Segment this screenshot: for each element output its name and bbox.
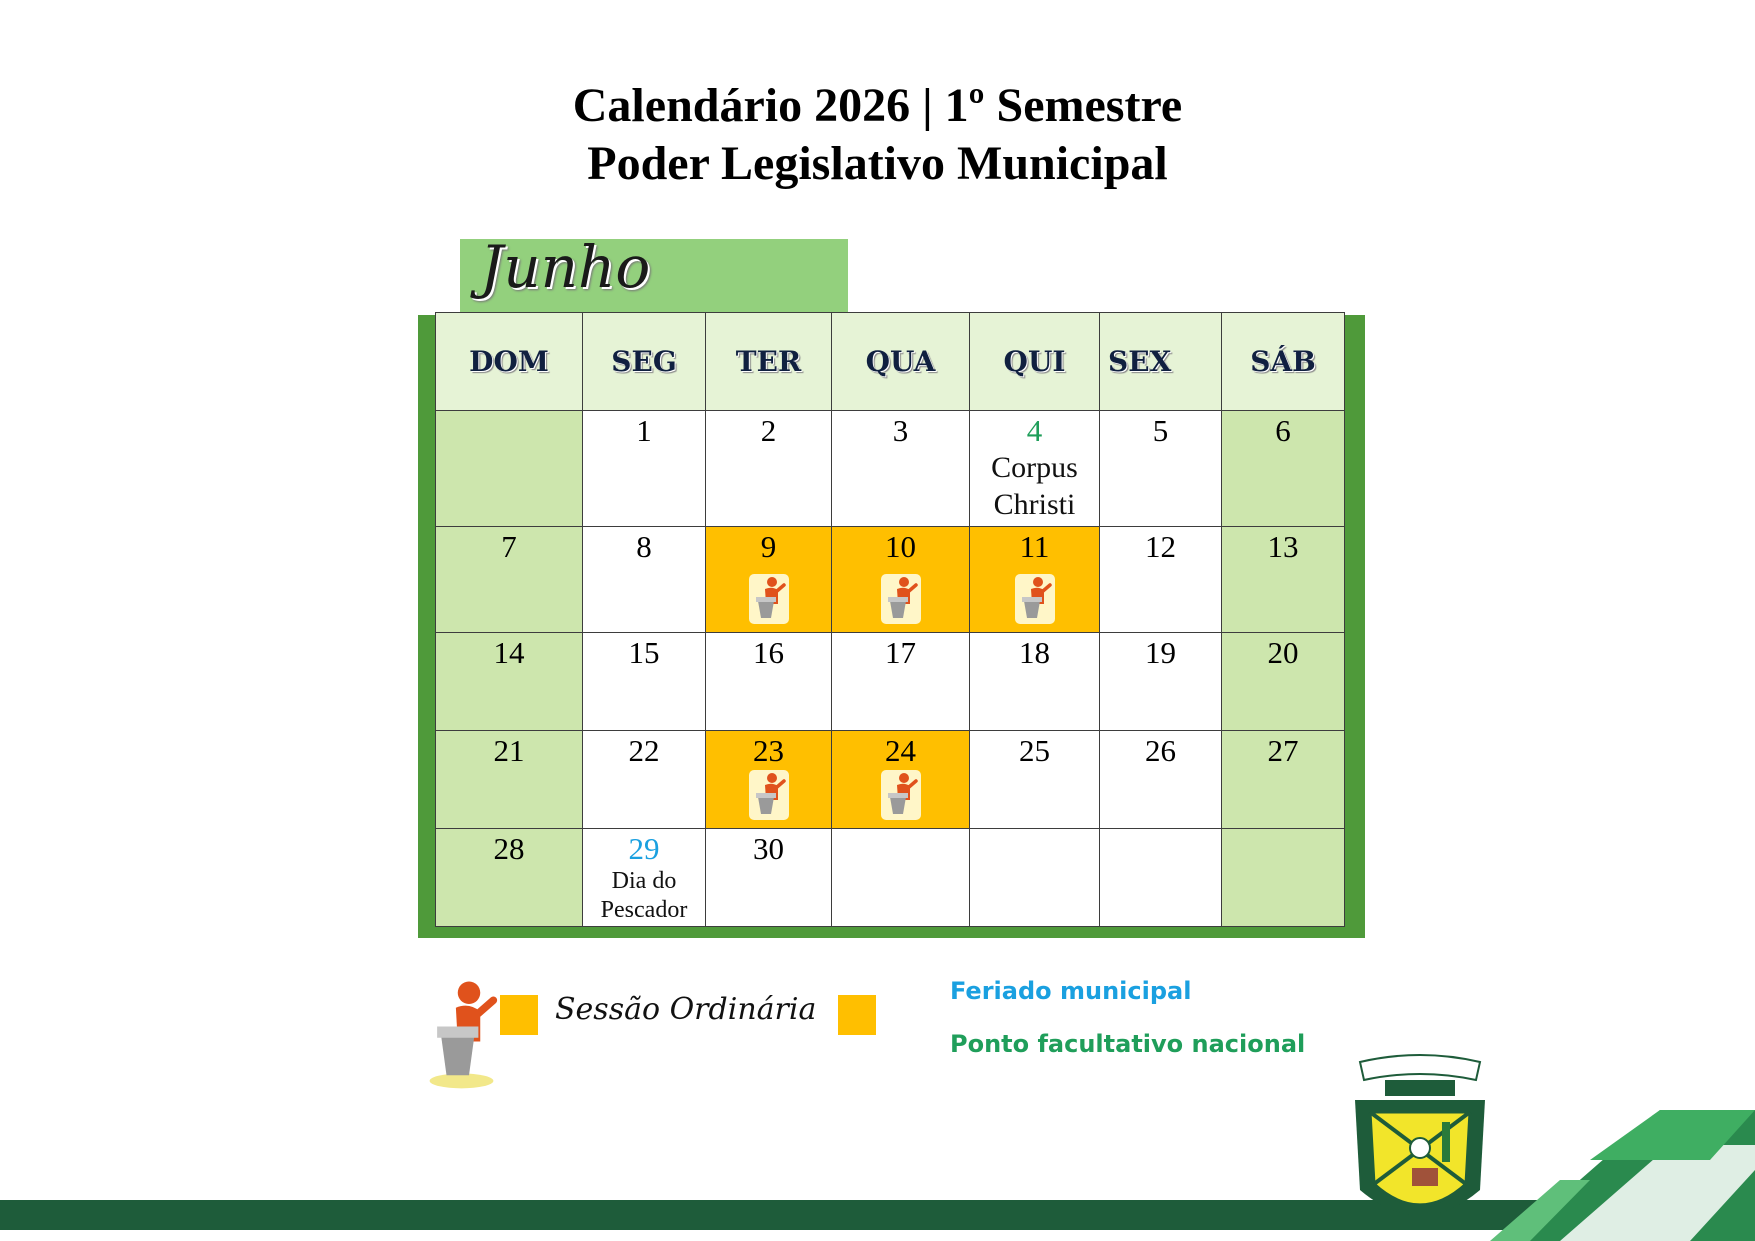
session-color-swatch [838,995,876,1035]
day-cell [583,829,706,927]
day-number: 12 [1145,529,1176,564]
page-title: Calendário 2026 | 1º Semestre [572,79,1183,132]
day-cell [583,411,706,527]
day-note: Pescador [600,897,688,923]
day-cell [1222,633,1345,731]
weekday-header: TER [706,313,832,411]
day-number [1100,829,1221,831]
national-optional-legend: Ponto facultativo nacional [950,1030,1306,1058]
day-note: Corpus [991,451,1078,484]
day-cell [706,731,832,829]
day-number [970,829,1099,831]
day-cell [583,527,706,633]
day-number: 9 [760,529,777,564]
speaker-podium-icon [749,770,789,820]
day-number: 18 [1019,635,1050,670]
day-number [1222,829,1344,831]
day-number: 14 [493,635,525,670]
day-cell [970,731,1100,829]
day-number: 2 [760,413,777,448]
session-legend-label: Sessão Ordinária [555,992,817,1027]
weekday-header: QUI [970,313,1100,411]
day-cell [1222,411,1345,527]
day-number: 16 [753,635,784,670]
day-cell [970,527,1100,633]
week-row [436,633,1345,731]
day-number: 8 [636,529,652,564]
day-number: 11 [1019,529,1050,564]
weekday-header-row [436,313,1345,411]
week-row [436,411,1345,527]
day-number: 3 [892,413,909,448]
day-cell [832,411,970,527]
day-cell [436,633,583,731]
day-number: 4 [1026,413,1043,448]
day-number: 27 [1267,733,1299,768]
day-number: 29 [628,831,660,866]
day-number: 23 [753,733,784,768]
week-row [436,829,1345,927]
day-number: 20 [1267,635,1299,670]
day-cell [1100,527,1222,633]
empty-day-cell [970,829,1100,927]
weekday-header: SEG [583,313,706,411]
day-cell [706,527,832,633]
day-number: 6 [1275,413,1291,448]
day-cell [832,527,970,633]
calendar-grid [435,312,1345,927]
week-row [436,527,1345,633]
day-number: 25 [1019,733,1050,768]
day-number: 7 [501,529,517,564]
day-number [436,411,582,413]
weekday-header: QUA [832,313,970,411]
day-cell [706,411,832,527]
speaker-podium-icon [1015,574,1055,624]
day-number: 15 [628,635,660,670]
weekday-header: DOM [436,313,583,411]
empty-day-cell [832,829,970,927]
day-cell [706,633,832,731]
day-note: Christi [993,488,1076,521]
day-cell [832,731,970,829]
day-cell [1100,411,1222,527]
municipal-crest-icon [1330,1050,1755,1241]
day-cell [706,829,832,927]
day-cell [436,527,583,633]
day-cell [583,731,706,829]
day-number: 13 [1267,529,1299,564]
day-cell [583,633,706,731]
day-cell [1100,731,1222,829]
month-label: Junho [480,233,651,301]
day-note: Dia do [611,868,677,894]
day-cell [1222,731,1345,829]
speaker-podium-icon [749,574,789,624]
day-number: 17 [885,635,916,670]
day-number [832,829,969,831]
day-cell [436,731,583,829]
month-tab [460,233,848,313]
day-cell [970,411,1100,527]
session-color-swatch [500,995,538,1035]
day-cell [970,633,1100,731]
day-cell [832,633,970,731]
day-number: 5 [1152,413,1169,448]
day-cell [436,829,583,927]
day-number: 10 [885,529,916,564]
empty-day-cell [436,411,583,527]
page-subtitle: Poder Legislativo Municipal [587,137,1168,190]
municipal-holiday-legend: Feriado municipal [950,977,1192,1005]
weekday-header: SEX [1100,313,1222,411]
day-number: 21 [493,733,525,768]
day-cell [1222,527,1345,633]
day-number: 30 [753,831,784,866]
day-number: 22 [628,733,660,768]
day-cell [1100,633,1222,731]
day-number: 24 [885,733,916,768]
day-number: 26 [1145,733,1176,768]
weekday-header: SÁB [1222,313,1345,411]
empty-day-cell [1222,829,1345,927]
speaker-podium-icon [881,770,921,820]
speaker-podium-icon [424,975,499,1093]
empty-day-cell [1100,829,1222,927]
week-row [436,731,1345,829]
day-number: 28 [493,831,525,866]
day-number: 1 [636,413,652,448]
day-number: 19 [1145,635,1176,670]
speaker-podium-icon [881,574,921,624]
